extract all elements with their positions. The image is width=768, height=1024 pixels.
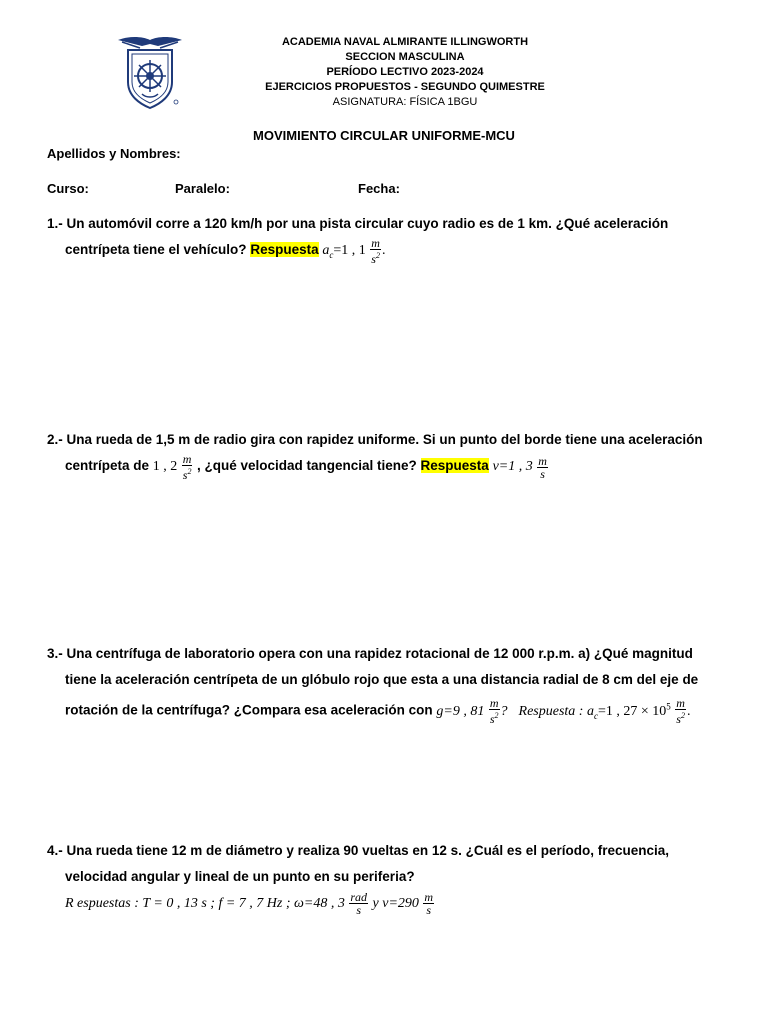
- answer-3-unit-exp: 2: [680, 711, 685, 721]
- academy-crest-icon: [112, 34, 188, 110]
- name-field-label: Apellidos y Nombres:: [47, 146, 181, 161]
- answer-3-power: 5: [666, 701, 671, 711]
- section-name: SECCION MASCULINA: [345, 51, 465, 63]
- gravity-unit-num: m: [489, 696, 499, 711]
- question-2-given: [152, 452, 197, 482]
- given-unit-den: s: [182, 468, 188, 482]
- answer-1-unit: [370, 237, 381, 265]
- given-unit-exp: 2: [187, 467, 192, 476]
- gravity-value: g=9 , 81: [436, 703, 485, 719]
- answer-1-subscript: c: [329, 250, 334, 261]
- answer-3-end: .: [686, 703, 691, 719]
- gravity-unit-den: s: [489, 712, 495, 727]
- answer-3-unit-den: s: [676, 712, 681, 727]
- answer-3-unit: [675, 697, 686, 725]
- answer-4-unit-1-den: s: [356, 903, 362, 918]
- school-period: PERÍODO LECTIVO 2023-2024: [326, 66, 484, 78]
- institution-name: ACADEMIA NAVAL ALMIRANTE ILLINGWORTH: [281, 36, 529, 48]
- question-3-text: 3.- Una centrífuga de laboratorio opera con una rapidez rotacional de 12 000 r.p.m. a) ¿Qué magnitud: [47, 646, 693, 661]
- question-1: [47, 211, 737, 268]
- answer-2-unit-den: s: [540, 466, 545, 481]
- answer-4-unit-2: [423, 891, 434, 916]
- answer-label: Respuesta: [420, 458, 489, 474]
- subject-line: ASIGNATURA: FÍSICA 1BGU: [332, 96, 478, 108]
- given-unit-num: m: [182, 452, 192, 466]
- answer-4-unit-2-den: s: [426, 903, 432, 918]
- question-3-text-end: rotación de la centrífuga? ¿Compara esa aceleración con: [65, 702, 433, 718]
- question-2-text: 2.- Una rueda de 1,5 m de radio gira con rapidez uniforme. Si un punto del borde tiene una aceleración: [47, 432, 703, 447]
- answer-1-unit-num: m: [371, 236, 380, 250]
- answer-4-unit-1: [349, 891, 368, 916]
- answer-1-symbol: a: [322, 243, 330, 259]
- question-1-text-cont: centrípeta tiene el vehículo?: [65, 242, 247, 258]
- answer-2-value: v=1 , 3: [492, 459, 533, 475]
- answer-4-unit-2-num: m: [424, 890, 434, 905]
- question-2: [47, 427, 737, 481]
- answer-label: Respuesta: [250, 242, 319, 258]
- gravity-unit: [489, 697, 500, 725]
- page-title: MOVIMIENTO CIRCULAR UNIFORME-MCU: [253, 128, 515, 143]
- answer-3-formula: [518, 696, 691, 727]
- answer-3-subscript: c: [593, 710, 598, 721]
- gravity-unit-exp: 2: [494, 711, 499, 721]
- answer-4-part-a: R espuestas : T = 0 , 13 s ; f = 7 , 7 Hz ; ω=48 , 3: [65, 896, 345, 911]
- parallel-field-label: Paralelo:: [175, 181, 230, 196]
- answer-3-value: =1 , 27 × 10: [597, 703, 667, 719]
- question-1-text: 1.- Un automóvil corre a 120 km/h por una pista circular cuyo radio es de 1 km. ¿Qué aceleración: [47, 216, 669, 231]
- question-3-text-cont: tiene la aceleración centrípeta de un glóbulo rojo que esta a una distancia radial de 8 cm del eje de: [65, 672, 699, 687]
- answer-1-unit-exp: 2: [375, 251, 380, 260]
- question-2-text-end: , ¿qué velocidad tangencial tiene?: [196, 458, 417, 474]
- answer-4-formula: [65, 890, 435, 918]
- answer-2-formula: [492, 453, 549, 481]
- answer-1-end: .: [381, 243, 386, 259]
- answer-1-value: =1 , 1: [333, 243, 366, 259]
- answer-3-label: Respuesta : a: [518, 703, 594, 719]
- answer-2-unit-num: m: [538, 453, 547, 468]
- gravity-end: ?: [500, 703, 508, 719]
- answer-1-unit-den: s: [371, 252, 376, 266]
- answer-2-unit: [537, 455, 548, 480]
- given-unit: [182, 453, 193, 481]
- question-4-text: 4.- Una rueda tiene 12 m de diámetro y realiza 90 vueltas en 12 s. ¿Cuál es el período, frecuencia,: [47, 843, 669, 858]
- answer-3-unit-num: m: [676, 696, 685, 711]
- institution-header: [240, 35, 570, 110]
- answer-1-formula: [322, 236, 386, 266]
- question-2-text-cont: centrípeta de: [65, 458, 150, 474]
- question-3: [47, 641, 737, 728]
- question-4-text-cont: velocidad angular y lineal de un punto en su periferia?: [65, 869, 415, 884]
- question-4: [47, 838, 737, 917]
- gravity-formula: [436, 696, 511, 727]
- date-field-label: Fecha:: [358, 181, 400, 196]
- answer-4-unit-1-num: rad: [350, 890, 368, 905]
- given-value: 1 , 2: [152, 459, 178, 475]
- worksheet-type: EJERCICIOS PROPUESTOS - SEGUNDO QUIMESTRE: [265, 81, 545, 93]
- answer-4-part-b: y v=290: [372, 896, 419, 911]
- course-field-label: Curso:: [47, 181, 89, 196]
